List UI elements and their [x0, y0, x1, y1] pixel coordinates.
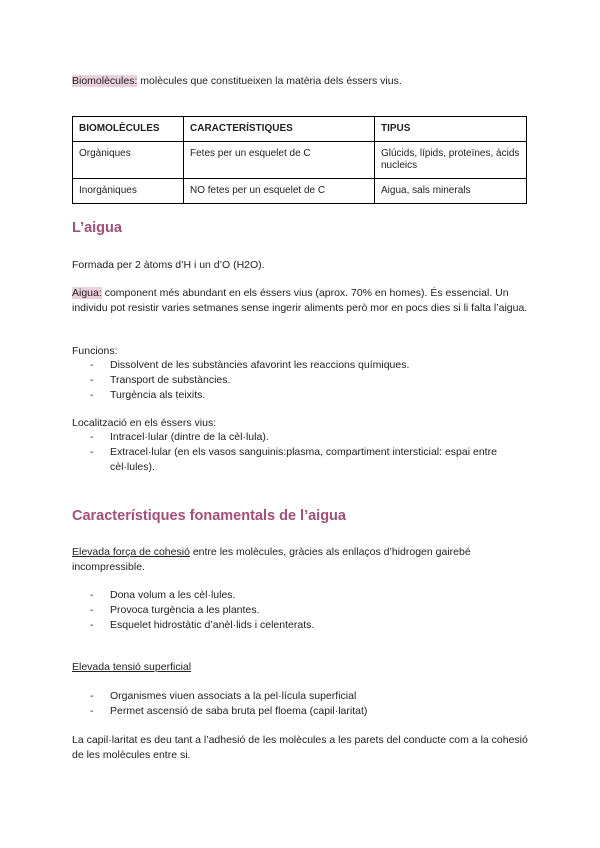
list-item — [72, 704, 532, 719]
table-header-row — [73, 117, 527, 142]
table-cell: Aigua, sals minerals — [375, 179, 527, 204]
list-item — [72, 388, 532, 403]
formula-line: Formada per 2 àtoms d’H i un d’O (H2O). — [72, 259, 265, 271]
list-item-text: Transport de substàncies. — [110, 374, 231, 386]
funcions-list — [72, 358, 532, 403]
localitzacio-label: Localització en els éssers vius: — [72, 417, 217, 429]
table-cell: Inorgàniques — [73, 179, 184, 204]
list-item-text: Dona volum a les cèl·lules. — [110, 589, 236, 601]
dash-marker: - — [90, 589, 94, 601]
tensio-term: Elevada tensió superficial — [72, 661, 192, 673]
table-header-cell: BIOMOLÈCULES — [73, 117, 184, 142]
table-header-cell: CARACTERÍSTIQUES — [184, 117, 375, 142]
list-item-text: Turgència als teixits. — [110, 389, 206, 401]
intro-text: molècules que constitueixen la matèria dels éssers vius. — [137, 75, 402, 87]
list-item-text: Provoca turgència a les plantes. — [110, 604, 260, 616]
tensio-paragraph — [72, 660, 532, 675]
cohesio-text: entre les molècules, gràcies als enllaços d’hidrogen gairebé incompressible. — [72, 546, 471, 573]
capillaritat-paragraph: La capil·laritat es deu tant a l’adhesió de les molècules a les parets del conducte com a la cohesió de les molècules entre si. — [72, 734, 528, 761]
localitzacio-list — [72, 430, 532, 475]
list-item-text: Dissolvent de les substàncies afavorint les reaccions químiques. — [110, 359, 410, 371]
table-header-cell: TIPUS — [375, 117, 527, 142]
table-cell: Fetes per un esquelet de C — [184, 142, 375, 179]
table-cell: Orgàniques — [73, 142, 184, 179]
aigua-paragraph — [72, 286, 532, 316]
dash-marker: - — [90, 446, 94, 458]
list-item-text: Esquelet hidrostàtic d’anèl·lids i celenterats. — [110, 619, 315, 631]
dash-marker: - — [90, 374, 94, 386]
cohesio-term: Elevada força de cohesió — [72, 546, 190, 558]
list-item-text: Permet ascensió de saba bruta pel floema (capil·laritat) — [110, 705, 368, 717]
cohesio-paragraph — [72, 545, 532, 575]
list-item-text: Organismes viuen associats a la pel·lícula superficial — [110, 690, 357, 702]
dash-marker: - — [90, 389, 94, 401]
intro-term: Biomolècules: — [72, 75, 138, 87]
table-cell: Glúcids, lípids, proteïnes, àcids nucleics — [375, 142, 527, 179]
table-row — [73, 179, 527, 204]
dash-marker: - — [90, 690, 94, 702]
list-item — [72, 689, 532, 704]
aigua-text: component més abundant en els éssers vius (aprox. 70% en homes). És essencial. Un individu pot resistir varies setmanes sense ingerir aliments però mor en pocs dies si li falta l’aigua. — [72, 287, 528, 314]
list-item — [72, 588, 532, 603]
list-item — [72, 618, 532, 633]
tensio-list — [72, 689, 532, 719]
table-cell: NO fetes per un esquelet de C — [184, 179, 375, 204]
table-row — [73, 142, 527, 179]
aigua-term: Aigua: — [72, 287, 102, 299]
dash-marker: - — [90, 619, 94, 631]
section-heading-caracteristiques: Característiques fonamentals de l’aigua — [72, 508, 346, 524]
list-item — [72, 373, 532, 388]
cohesio-list — [72, 588, 532, 633]
list-item-text: Extracel·lular (en els vasos sanguinis:plasma, compartiment intersticial: espai entre cèl·lules). — [110, 446, 497, 473]
dash-marker: - — [90, 359, 94, 371]
dash-marker: - — [90, 431, 94, 443]
list-item — [72, 445, 532, 475]
section-heading-aigua: L’aigua — [72, 220, 122, 236]
list-item-text: Intracel·lular (dintre de la cèl·lula). — [110, 431, 269, 443]
list-item — [72, 603, 532, 618]
list-item — [72, 430, 532, 445]
dash-marker: - — [90, 604, 94, 616]
intro-line — [72, 74, 532, 89]
funcions-label: Funcions: — [72, 345, 118, 357]
biomolecules-table — [72, 116, 527, 204]
list-item — [72, 358, 532, 373]
dash-marker: - — [90, 705, 94, 717]
